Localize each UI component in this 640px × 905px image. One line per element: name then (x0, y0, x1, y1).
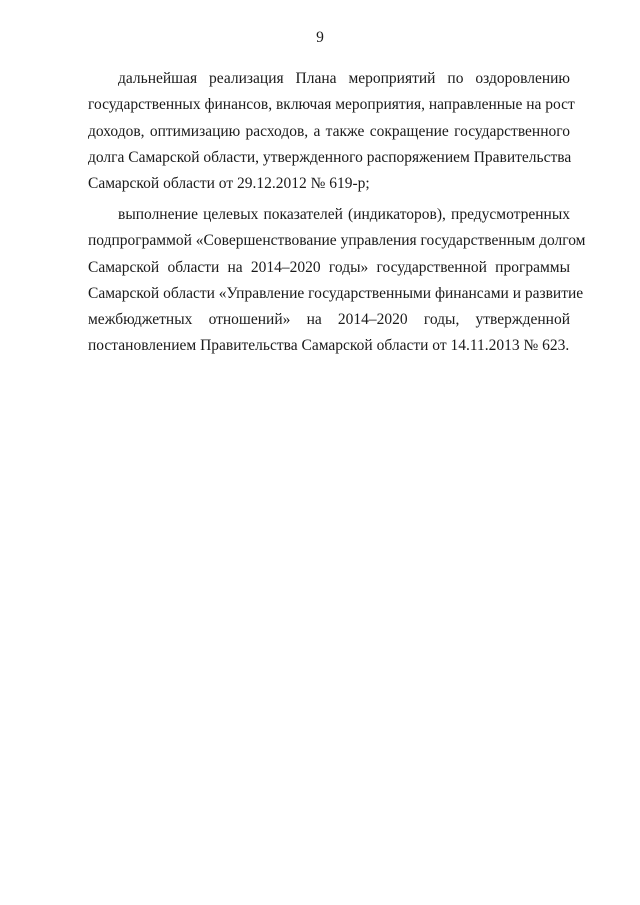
text-line: межбюджетных отношений» на 2014–2020 годы, утвержденной (88, 311, 570, 329)
text-line: постановлением Правительства Самарской области от 14.11.2013 № 623. (88, 337, 570, 355)
text-line: государственных финансов, включая мероприятия, направленные на рост (88, 96, 575, 114)
paragraph-debt-reduction-plan (88, 66, 575, 197)
page-number: 9 (316, 29, 324, 46)
text-line: долга Самарской области, утвержденного распоряжением Правительства (88, 148, 572, 166)
text-line: Самарской области от 29.12.2012 № 619-р; (88, 175, 370, 193)
text-line: Самарской области «Управление государственными финансами и развитие (88, 284, 584, 302)
text-line: подпрограммой «Совершенствование управления государственным долгом (88, 232, 586, 250)
text-line: Самарской области на 2014–2020 годы» государственной программы (88, 258, 570, 276)
text-line: доходов, оптимизацию расходов, а также сокращение государственного (88, 122, 570, 140)
paragraph-target-indicators (88, 202, 586, 360)
text-line: дальнейшая реализация Плана мероприятий по оздоровлению (118, 70, 570, 87)
text-line: выполнение целевых показателей (индикаторов), предусмотренных (118, 206, 570, 223)
